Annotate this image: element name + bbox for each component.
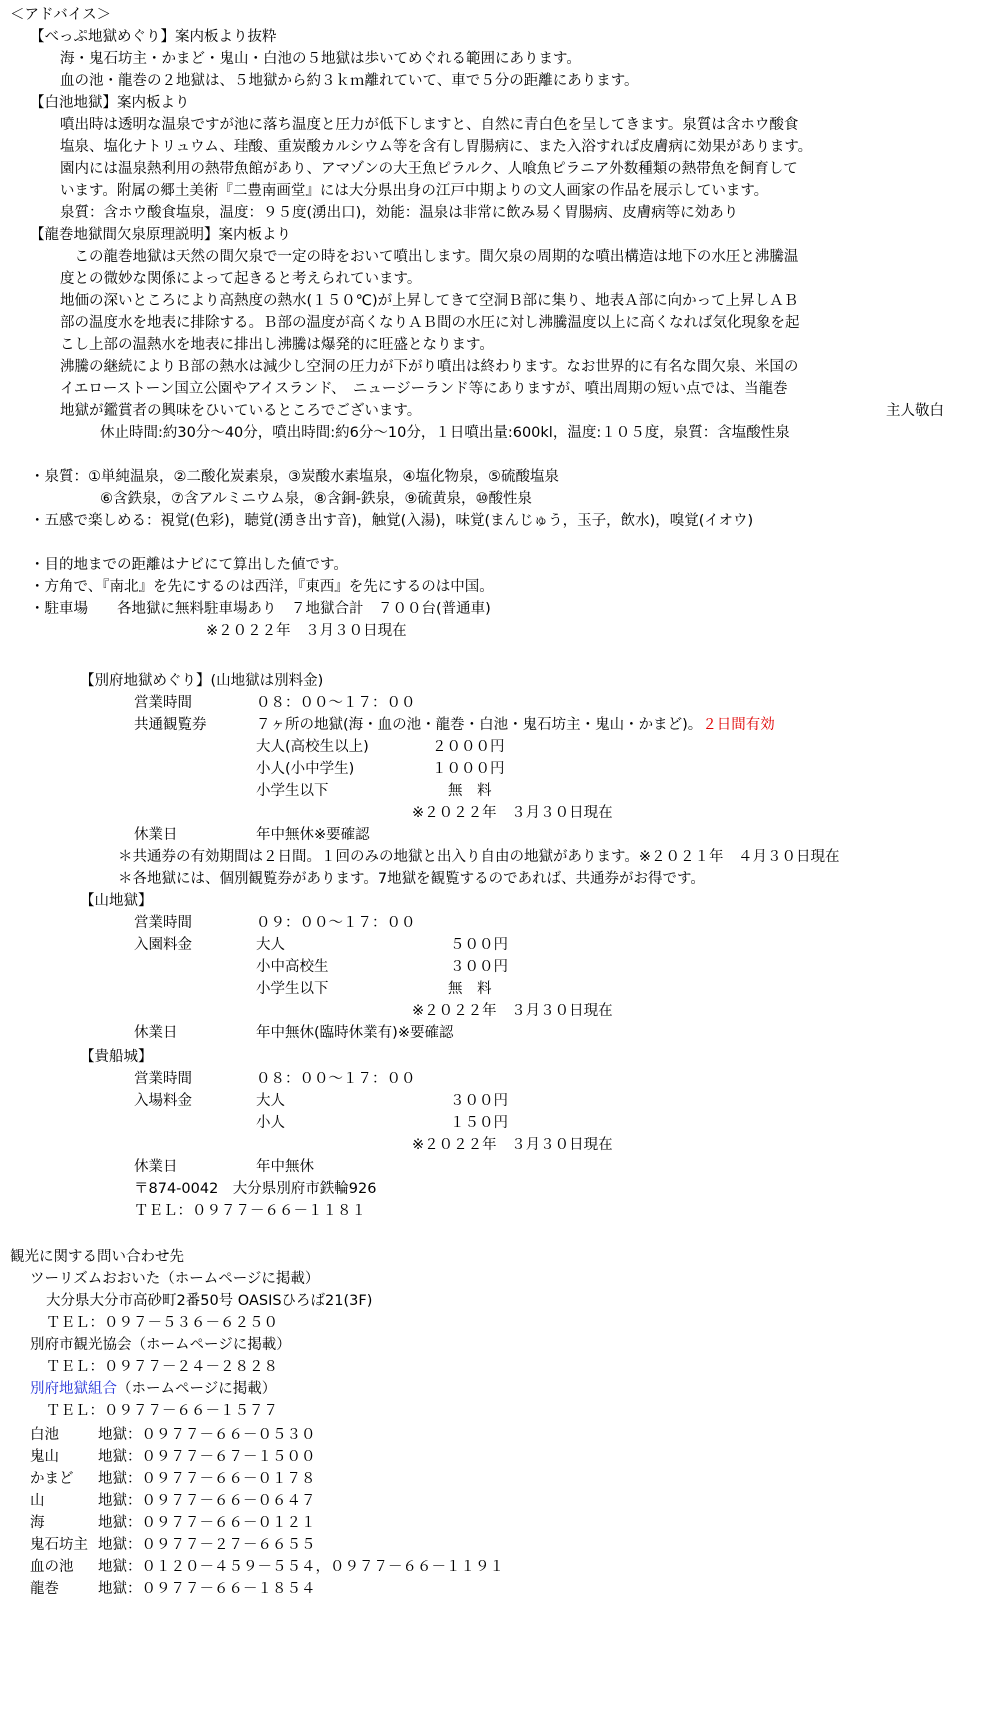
tatsumaki-line: こし上部の温熱水を地表に排出し沸騰は爆発的に旺盛となります。	[60, 337, 494, 353]
yama-jigoku-date: ※２０２２年 ３月３０日現在	[412, 1003, 613, 1019]
tatsumaki-line: イエローストーン国立公園やアイスランド、 ニュージーランド等にありますが、噴出周期の短い点では、当龍巻	[60, 381, 788, 397]
hours-value: ０８：００～１７：００	[256, 695, 416, 711]
common-ticket-note: ＊共通券の有効期間は２日間。１回のみの地獄と出入り自由の地獄があります。※２０２１年 ４月３０日現在	[118, 849, 840, 865]
parking-date: ※２０２２年 ３月３０日現在	[206, 623, 407, 639]
jigoku-label: 地獄：	[98, 1471, 142, 1487]
beppu-tour-heading: 【べっぷ地獄めぐり】案内板より抜粋	[30, 29, 277, 45]
jigoku-tel: ０９７７－６６－０１７８	[141, 1471, 316, 1487]
jigoku-contact-row	[30, 1578, 316, 1600]
jigoku-name: 海	[30, 1515, 45, 1531]
price-label: 大人(高校生以上)	[256, 739, 369, 755]
closed-value: 年中無休※要確認	[256, 827, 370, 843]
signature: 主人敬白	[886, 403, 944, 419]
price-value: ２０００円	[432, 739, 505, 755]
individual-ticket-note: ＊各地獄には、個別観覧券があります。7地獄を観覧するのであれば、共通券がお得です。	[118, 871, 705, 887]
jigoku-name: 血の池	[30, 1559, 74, 1575]
shiraike-line: います。附属の郷土美術『二豊南画堂』には大分県出身の江戸中期よりの文人画家の作品を展示しています。	[60, 183, 769, 199]
shiraike-line: 泉質：含ホウ酸食塩泉，温度：９５度(湧出口)，効能：温泉は非常に飲み易く胃腸病、皮膚病等に効あり	[60, 205, 739, 221]
tatsumaki-line: 度との微妙な関係によって起きると考えられています。	[60, 271, 422, 287]
beppu-jigoku-date: ※２０２２年 ３月３０日現在	[412, 805, 613, 821]
jigoku-contact-row	[30, 1424, 316, 1446]
tatsumaki-line: 沸騰の継続によりＢ部の熱水は減少し空洞の圧力が下がり噴出は終わります。なお世界的に有名な間欠泉、米国の	[60, 359, 799, 375]
ticket-description	[256, 714, 775, 736]
spring-types: ・泉質：①単純温泉，②二酸化炭素泉，③炭酸水素塩泉，④塩化物泉，⑤硫酸塩泉	[30, 469, 559, 485]
price-value: ３００円	[450, 959, 508, 975]
jigoku-name: 龍巻	[30, 1581, 59, 1597]
jigoku-name: 鬼石坊主	[30, 1537, 88, 1553]
jigoku-contact-row	[30, 1468, 316, 1490]
advice-header: ＜アドバイス＞	[10, 7, 112, 23]
jigoku-name: 鬼山	[30, 1449, 59, 1465]
tourism-oita-tel: ＴＥＬ：０９７－５３６－６２５０	[46, 1315, 278, 1331]
closed-label: 休業日	[134, 1159, 178, 1175]
closed-value: 年中無休	[256, 1159, 314, 1175]
tatsumaki-line: 地獄が鑑賞者の興味をひいているところでございます。	[60, 403, 422, 419]
tatsumaki-heading: 【龍巻地獄間欠泉原理説明】案内板より	[30, 227, 291, 243]
shiraike-line: 園内には温泉熱利用の熱帯魚館があり、アマゾンの大王魚ピラルク、人喰魚ピラニア外数種類の熱帯魚を飼育して	[60, 161, 798, 177]
tatsumaki-line: 地価の深いところにより高熱度の熱水(１５０℃)が上昇してきて空洞Ｂ部に集り、地表Ａ部に向かって上昇しＡＢ	[60, 293, 799, 309]
closed-value: 年中無休(臨時休業有)※要確認	[256, 1025, 454, 1041]
fee-label: 入園料金	[134, 937, 192, 953]
hours-label: 営業時間	[134, 695, 192, 711]
jigoku-contact-row	[30, 1534, 316, 1556]
kifunejo-date: ※２０２２年 ３月３０日現在	[412, 1137, 613, 1153]
five-senses: ・五感で楽しめる：視覚(色彩)，聴覚(湧き出す音)，触覚(入湯)，味覚(まんじゅう，玉子，飲水)，嗅覚(イオウ)	[30, 513, 754, 529]
jigoku-label: 地獄：	[98, 1559, 142, 1575]
jigoku-label: 地獄：	[98, 1427, 142, 1443]
closed-label: 休業日	[134, 1025, 178, 1041]
jigoku-tel: ０９７７－２７－６６５５	[141, 1537, 316, 1553]
price-label: 小中高校生	[256, 959, 329, 975]
kifunejo-address: 〒874-0042 大分県別府市鉄輪926	[134, 1181, 377, 1197]
jigoku-kumiai-suffix: （ホームページに掲載）	[117, 1381, 277, 1397]
kifunejo-tel: ＴＥＬ：０９７７－６６－１１８１	[134, 1203, 366, 1219]
jigoku-label: 地獄：	[98, 1537, 142, 1553]
jigoku-name: かまど	[30, 1471, 74, 1487]
beppu-kanko-tel: ＴＥＬ：０９７７－２４－２８２８	[46, 1359, 278, 1375]
price-label: 小人(小中学生)	[256, 761, 355, 777]
spring-types-cont: ⑥含鉄泉，⑦含アルミニウム泉，⑧含銅-鉄泉，⑨硫黄泉，⑩酸性泉	[100, 491, 532, 507]
jigoku-tel: ０９７７－６７－１５００	[141, 1449, 316, 1465]
tatsumaki-stats: 休止時間:約30分～40分，噴出時間:約6分～10分，１日噴出量:600kl，温度:１０５度，泉質：含塩酸性泉	[100, 425, 790, 441]
price-value: １０００円	[432, 761, 505, 777]
jigoku-name: 白池	[30, 1427, 59, 1443]
direction-note: ・方角で、『南北』を先にするのは西洋，『東西』を先にするのは中国。	[30, 579, 494, 595]
ticket-valid-text: ２日間有効	[702, 717, 775, 733]
price-value: 無 料	[448, 783, 492, 799]
beppu-tour-line: 海・鬼石坊主・かまど・鬼山・白池の５地獄は歩いてめぐれる範囲にあります。	[60, 51, 581, 67]
jigoku-contact-row	[30, 1512, 316, 1534]
contacts-heading: 観光に関する問い合わせ先	[10, 1249, 184, 1265]
hours-label: 営業時間	[134, 915, 192, 931]
hours-value: ０９：００～１７：００	[256, 915, 416, 931]
jigoku-tel: ０９７７－６６－０１２１	[141, 1515, 316, 1531]
price-label: 小人	[256, 1115, 285, 1131]
price-value: ５００円	[450, 937, 508, 953]
price-label: 大人	[256, 1093, 285, 1109]
beppu-kanko: 別府市観光協会（ホームページに掲載）	[30, 1337, 291, 1353]
jigoku-label: 地獄：	[98, 1449, 142, 1465]
hours-label: 営業時間	[134, 1071, 192, 1087]
price-label: 小学生以下	[256, 783, 329, 799]
price-value: １５０円	[450, 1115, 508, 1131]
jigoku-name: 山	[30, 1493, 45, 1509]
shiraike-line: 噴出時は透明な温泉ですが池に落ち温度と圧力が低下しますと、自然に青白色を呈してきます。泉質は含ホウ酸食	[60, 117, 799, 133]
distance-note: ・目的地までの距離はナビにて算出した値です。	[30, 557, 348, 573]
yama-jigoku-heading: 【山地獄】	[80, 893, 153, 909]
shiraike-line: 塩泉、塩化ナトリュウム、珪酸、重炭酸カルシウム等を含有し胃腸病に、また入浴すれば皮膚病に効果があります。	[60, 139, 813, 155]
tourism-oita-address: 大分県大分市高砂町2番50号 OASISひろば21(3F)	[46, 1293, 373, 1309]
jigoku-contact-row	[30, 1556, 504, 1578]
tatsumaki-line: この龍巻地獄は天然の間欠泉で一定の時をおいて噴出します。間欠泉の周期的な噴出構造は地下の水圧と沸騰温	[60, 249, 799, 265]
beppu-tour-line: 血の池・龍巻の２地獄は、５地獄から約３ｋｍ離れていて、車で５分の距離にあります。	[60, 73, 639, 89]
fee-label: 入場料金	[134, 1093, 192, 1109]
jigoku-kumiai-tel: ＴＥＬ：０９７７－６６－１５７７	[46, 1403, 278, 1419]
jigoku-label: 地獄：	[98, 1515, 142, 1531]
kifunejo-heading: 【貴船城】	[80, 1049, 153, 1065]
price-label: 大人	[256, 937, 285, 953]
jigoku-kumiai-link[interactable]: 別府地獄組合	[30, 1381, 117, 1397]
price-label: 小学生以下	[256, 981, 329, 997]
jigoku-contact-row	[30, 1490, 316, 1512]
jigoku-contact-row	[30, 1446, 316, 1468]
jigoku-tel: ０９７７－６６－０６４７	[141, 1493, 316, 1509]
beppu-jigoku-heading: 【別府地獄めぐり】(山地獄は別料金)	[80, 673, 324, 689]
jigoku-label: 地獄：	[98, 1493, 142, 1509]
jigoku-label: 地獄：	[98, 1581, 142, 1597]
jigoku-tel: ０９７７－６６－１８５４	[141, 1581, 316, 1597]
ticket-desc-text: ７ヶ所の地獄(海・血の池・龍巻・白池・鬼石坊主・鬼山・かまど)。	[256, 717, 703, 733]
closed-label: 休業日	[134, 827, 178, 843]
jigoku-tel: ０９７７－６６－０５３０	[141, 1427, 316, 1443]
tatsumaki-line: 部の温度水を地表に排除する。Ｂ部の温度が高くなりＡＢ間の水圧に対し沸騰温度以上に高くなれば気化現象を起	[60, 315, 800, 331]
hours-value: ０８：００～１７：００	[256, 1071, 416, 1087]
jigoku-tel: ０１２０－４５９－５５４，０９７７－６６－１１９１	[141, 1559, 504, 1575]
parking-note: ・駐車場 各地獄に無料駐車場あり ７地獄合計 ７００台(普通車)	[30, 601, 491, 617]
price-value: ３００円	[450, 1093, 508, 1109]
shiraike-heading: 【白池地獄】案内板より	[30, 95, 190, 111]
jigoku-kumiai	[30, 1378, 276, 1400]
price-value: 無 料	[448, 981, 492, 997]
tourism-oita: ツーリズムおおいた（ホームページに掲載）	[30, 1271, 320, 1287]
ticket-label: 共通観覧券	[134, 717, 207, 733]
